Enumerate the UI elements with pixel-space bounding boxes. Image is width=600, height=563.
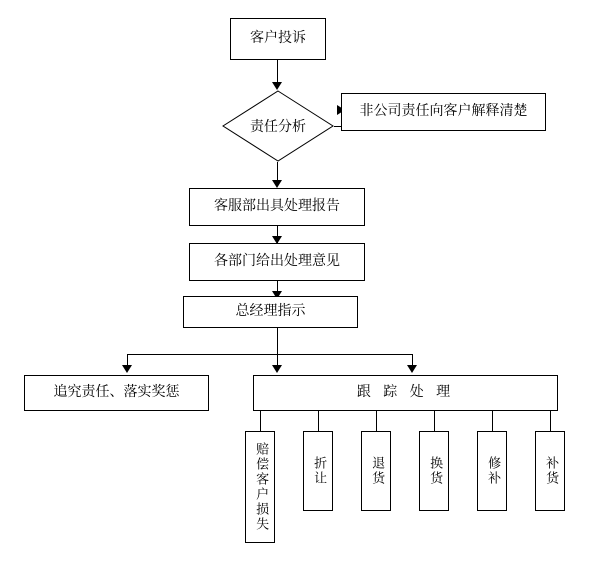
arrow-complaint-to-analysis	[272, 82, 282, 90]
arrow-analysis-to-report	[272, 180, 282, 188]
node-action-return: 退货	[361, 431, 391, 511]
node-explain-to-customer: 非公司责任向客户解释清楚	[341, 93, 546, 131]
node-service-report: 客服部出具处理报告	[189, 188, 365, 226]
arrow-bus-middle	[272, 365, 282, 373]
node-gm-instruction: 总经理指示	[183, 296, 358, 328]
node-action-replenish: 补货	[535, 431, 565, 511]
node-action-exchange: 换货	[419, 431, 449, 511]
decision-label: 责任分析	[250, 119, 306, 135]
connector-tracking-5	[492, 411, 493, 431]
node-department-opinions: 各部门给出处理意见	[189, 243, 365, 281]
decision-responsibility-analysis	[222, 90, 334, 162]
connector-tracking-2	[318, 411, 319, 431]
node-action-compensate: 赔偿客户损失	[245, 431, 275, 543]
node-tracking: 跟 踪 处 理	[253, 375, 558, 411]
connector-tracking-4	[434, 411, 435, 431]
connector-gm-bus	[127, 354, 412, 355]
arrow-bus-right	[407, 365, 417, 373]
connector-gm-down	[277, 328, 278, 354]
node-accountability: 追究责任、落实奖惩	[24, 375, 209, 411]
connector-complaint-to-analysis	[277, 60, 278, 84]
node-action-discount: 折让	[303, 431, 333, 511]
node-customer-complaint: 客户投诉	[230, 18, 326, 60]
node-action-repair: 修补	[477, 431, 507, 511]
arrow-bus-left	[122, 365, 132, 373]
connector-tracking-3	[376, 411, 377, 431]
connector-tracking-1	[260, 411, 261, 431]
connector-tracking-6	[550, 411, 551, 431]
